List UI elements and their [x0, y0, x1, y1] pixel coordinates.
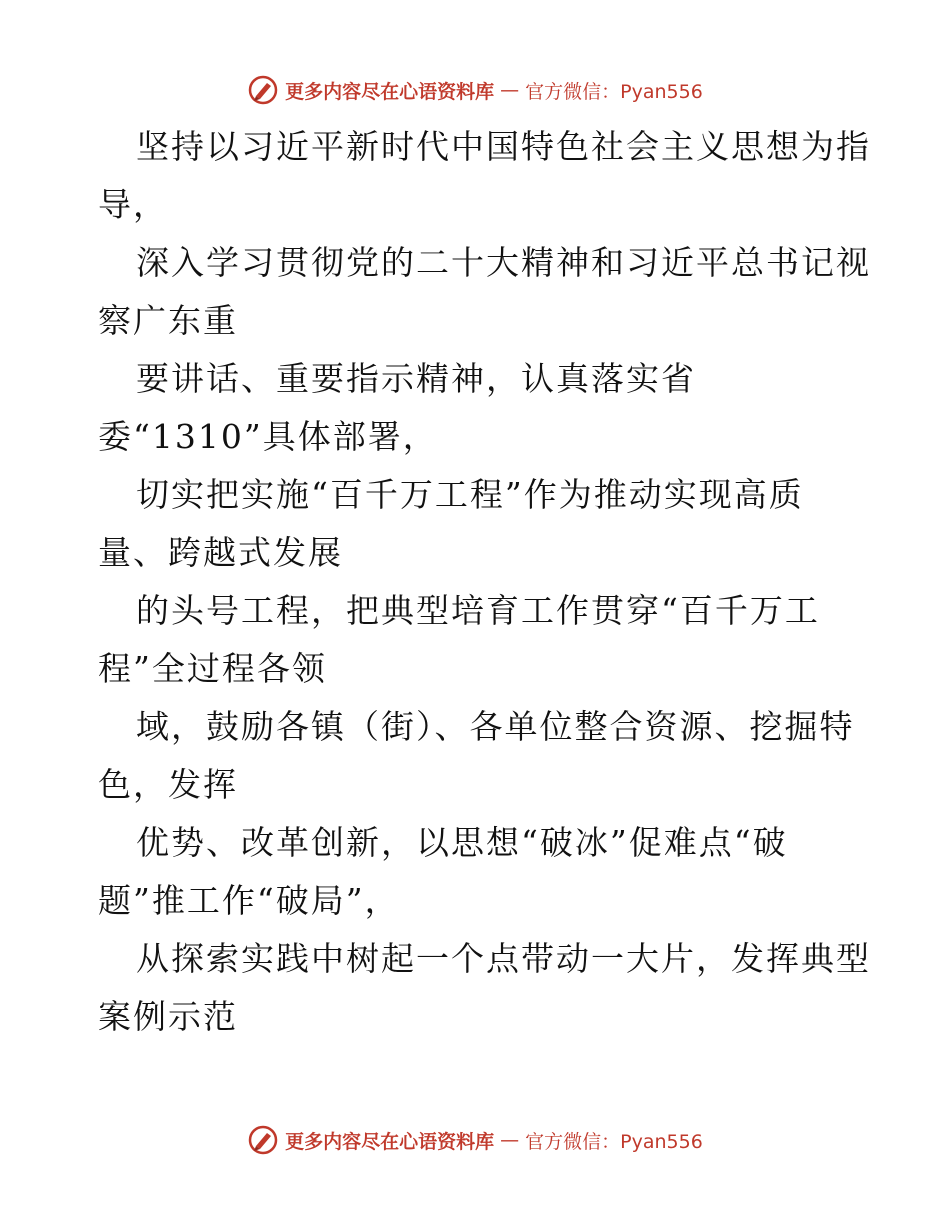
body-line: 察广东重 [98, 301, 238, 340]
body-line: 委“1310”具体部署， [98, 417, 438, 456]
pen-logo-icon [247, 74, 279, 106]
header-wechat-text: 官方微信：Pyan556 [525, 80, 703, 103]
footer-wechat-text: 官方微信：Pyan556 [525, 1130, 703, 1153]
footer-separator: — [500, 1129, 520, 1151]
header-brand-text: 更多内容尽在心语资料库 [285, 80, 495, 103]
footer-banner [0, 1120, 950, 1160]
body-line: 色，发挥 [98, 765, 238, 804]
body-line: 坚持以习近平新时代中国特色社会主义思想为指 [136, 127, 871, 166]
body-line: 题”推工作“破局”， [98, 881, 400, 920]
body-line: 切实把实施“百千万工程”作为推动实现高质 [136, 475, 804, 514]
body-line: 优势、改革创新，以思想“破冰”促难点“破 [136, 823, 788, 862]
body-line: 深入学习贯彻党的二十大精神和习近平总书记视 [136, 243, 871, 282]
body-line: 案例示范 [98, 997, 238, 1036]
body-line: 的头号工程，把典型培育工作贯穿“百千万工 [136, 591, 820, 630]
body-line: 程”全过程各领 [98, 649, 327, 688]
body-line: 从探索实践中树起一个点带动一大片，发挥典型 [136, 939, 871, 978]
body-line: 域，鼓励各镇（街）、各单位整合资源、挖掘特 [136, 707, 855, 746]
header-banner [0, 70, 950, 110]
body-line: 导， [98, 185, 168, 224]
footer-brand-text: 更多内容尽在心语资料库 [285, 1130, 495, 1153]
body-line: 量、跨越式发展 [98, 533, 343, 572]
pen-logo-icon [247, 1124, 279, 1156]
header-separator: — [500, 79, 520, 101]
body-line: 要讲话、重要指示精神，认真落实省 [136, 359, 696, 398]
document-body [98, 118, 871, 1046]
